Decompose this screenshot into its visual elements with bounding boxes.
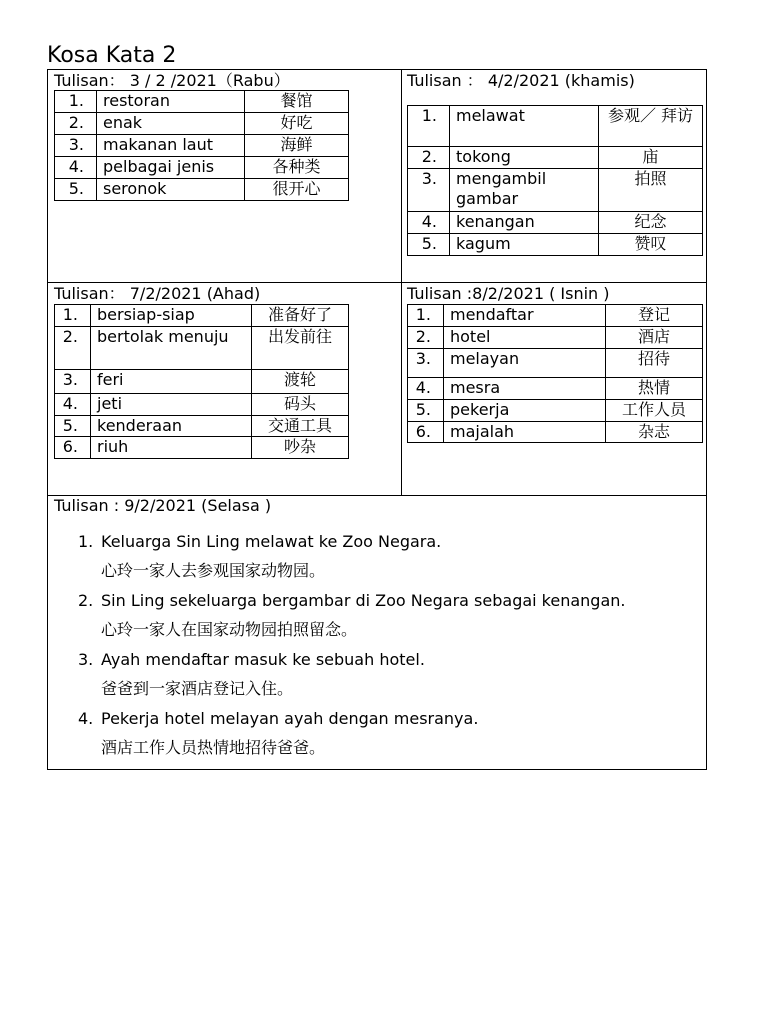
vocab-row xyxy=(408,234,703,256)
malay-word: makanan laut xyxy=(97,135,245,157)
malay-word: pelbagai jenis xyxy=(97,157,245,179)
section-heading-2: Tulisan ： 4/2/2021 (khamis) xyxy=(407,71,635,90)
vocab-row xyxy=(55,394,349,416)
chinese-translation: 酒店 xyxy=(606,327,703,349)
vocab-row xyxy=(55,113,349,135)
row-number: 2. xyxy=(408,147,450,169)
row-divider xyxy=(48,282,706,283)
vocab-row xyxy=(408,147,703,169)
chinese-translation: 杂志 xyxy=(606,422,703,443)
malay-word: hotel xyxy=(444,327,606,349)
vocab-row xyxy=(55,305,349,327)
row-number: 3. xyxy=(55,135,97,157)
malay-word: kagum xyxy=(450,234,599,256)
row-number: 3. xyxy=(408,169,450,212)
malay-word: restoran xyxy=(97,91,245,113)
vocab-row xyxy=(408,327,703,349)
sentence-chinese: 爸爸到一家酒店登记入住。 xyxy=(101,679,294,698)
chinese-translation: 工作人员 xyxy=(606,400,703,422)
chinese-translation: 很开心 xyxy=(245,179,349,201)
vocab-row xyxy=(55,157,349,179)
sentence-section-heading: Tulisan : 9/2/2021 (Selasa ) xyxy=(54,496,272,515)
chinese-translation: 准备好了 xyxy=(252,305,349,327)
sentence-chinese: 酒店工作人员热情地招待爸爸。 xyxy=(101,738,326,757)
row-number: 6. xyxy=(55,437,91,459)
sentence-malay: Keluarga Sin Ling melawat ke Zoo Negara. xyxy=(101,532,442,551)
malay-word: bertolak menuju xyxy=(91,327,252,370)
chinese-translation: 出发前往 xyxy=(252,327,349,370)
chinese-translation: 渡轮 xyxy=(252,370,349,394)
row-number: 6. xyxy=(408,422,444,443)
chinese-translation: 好吃 xyxy=(245,113,349,135)
row-number: 5. xyxy=(408,234,450,256)
row-number: 1. xyxy=(408,305,444,327)
sentence-malay: Sin Ling sekeluarga bergambar di Zoo Negara sebagai kenangan. xyxy=(101,591,626,610)
chinese-translation: 拍照 xyxy=(599,169,703,212)
malay-word: riuh xyxy=(91,437,252,459)
chinese-translation: 招待 xyxy=(606,349,703,378)
row-number: 4. xyxy=(55,394,91,416)
malay-word: enak xyxy=(97,113,245,135)
row-number: 1. xyxy=(55,305,91,327)
malay-word: pekerja xyxy=(444,400,606,422)
malay-word: feri xyxy=(91,370,252,394)
malay-word: bersiap-siap xyxy=(91,305,252,327)
row-number: 5. xyxy=(55,179,97,201)
vocab-row xyxy=(55,135,349,157)
row-number: 2. xyxy=(408,327,444,349)
chinese-translation: 庙 xyxy=(599,147,703,169)
row-number: 2. xyxy=(55,113,97,135)
row-number: 4. xyxy=(408,378,444,400)
malay-word: kenderaan xyxy=(91,416,252,437)
vocab-row xyxy=(408,169,703,212)
chinese-translation: 登记 xyxy=(606,305,703,327)
row-number: 5. xyxy=(55,416,91,437)
page-title: Kosa Kata 2 xyxy=(47,43,177,68)
chinese-translation: 海鲜 xyxy=(245,135,349,157)
sentence-chinese: 心玲一家人在国家动物园拍照留念。 xyxy=(101,620,358,639)
malay-word: majalah xyxy=(444,422,606,443)
malay-word: melayan xyxy=(444,349,606,378)
sentence-malay: Ayah mendaftar masuk ke sebuah hotel. xyxy=(101,650,425,669)
chinese-translation: 赞叹 xyxy=(599,234,703,256)
sentence-number: 3. xyxy=(78,650,94,669)
vocab-row xyxy=(408,400,703,422)
chinese-translation: 热情 xyxy=(606,378,703,400)
vocab-row xyxy=(55,416,349,437)
section-heading-4: Tulisan :8/2/2021 ( Isnin ) xyxy=(407,284,610,303)
row-number: 1. xyxy=(55,91,97,113)
vocab-row xyxy=(55,91,349,113)
malay-word: melawat xyxy=(450,106,599,147)
chinese-translation: 餐馆 xyxy=(245,91,349,113)
row-number: 3. xyxy=(408,349,444,378)
vocab-table-4 xyxy=(407,304,703,443)
sentence-number: 2. xyxy=(78,591,94,610)
worksheet-grid xyxy=(47,69,707,770)
row-number: 3. xyxy=(55,370,91,394)
vocab-row xyxy=(55,370,349,394)
chinese-translation: 各种类 xyxy=(245,157,349,179)
chinese-translation: 码头 xyxy=(252,394,349,416)
malay-word: kenangan xyxy=(450,212,599,234)
sentence-number: 4. xyxy=(78,709,94,728)
section-heading-1: Tulisan： 3 / 2 /2021（Rabu） xyxy=(54,71,290,90)
vocab-row xyxy=(408,106,703,147)
malay-word: mengambil gambar xyxy=(450,169,599,212)
chinese-translation: 参观／ 拜访 xyxy=(599,106,703,147)
chinese-translation: 纪念 xyxy=(599,212,703,234)
malay-word: mesra xyxy=(444,378,606,400)
chinese-translation: 交通工具 xyxy=(252,416,349,437)
vocab-row xyxy=(408,349,703,378)
section-heading-3: Tulisan： 7/2/2021 (Ahad) xyxy=(54,284,261,303)
row-number: 2. xyxy=(55,327,91,370)
vocab-row xyxy=(55,437,349,459)
row-number: 4. xyxy=(55,157,97,179)
vocab-table-3 xyxy=(54,304,349,459)
vocab-row xyxy=(55,327,349,370)
vocab-row xyxy=(408,378,703,400)
vocab-row xyxy=(408,422,703,443)
vocab-table-2 xyxy=(407,105,703,256)
row-number: 4. xyxy=(408,212,450,234)
sentence-chinese: 心玲一家人去参观国家动物园。 xyxy=(101,561,326,580)
vocab-row xyxy=(408,305,703,327)
vocab-row xyxy=(55,179,349,201)
malay-word: jeti xyxy=(91,394,252,416)
vocab-table-1 xyxy=(54,90,349,201)
malay-word: mendaftar xyxy=(444,305,606,327)
sentence-number: 1. xyxy=(78,532,94,551)
chinese-translation: 吵杂 xyxy=(252,437,349,459)
row-number: 5. xyxy=(408,400,444,422)
row-number: 1. xyxy=(408,106,450,147)
malay-word: tokong xyxy=(450,147,599,169)
vocab-row xyxy=(408,212,703,234)
malay-word: seronok xyxy=(97,179,245,201)
sentence-malay: Pekerja hotel melayan ayah dengan mesranya. xyxy=(101,709,479,728)
